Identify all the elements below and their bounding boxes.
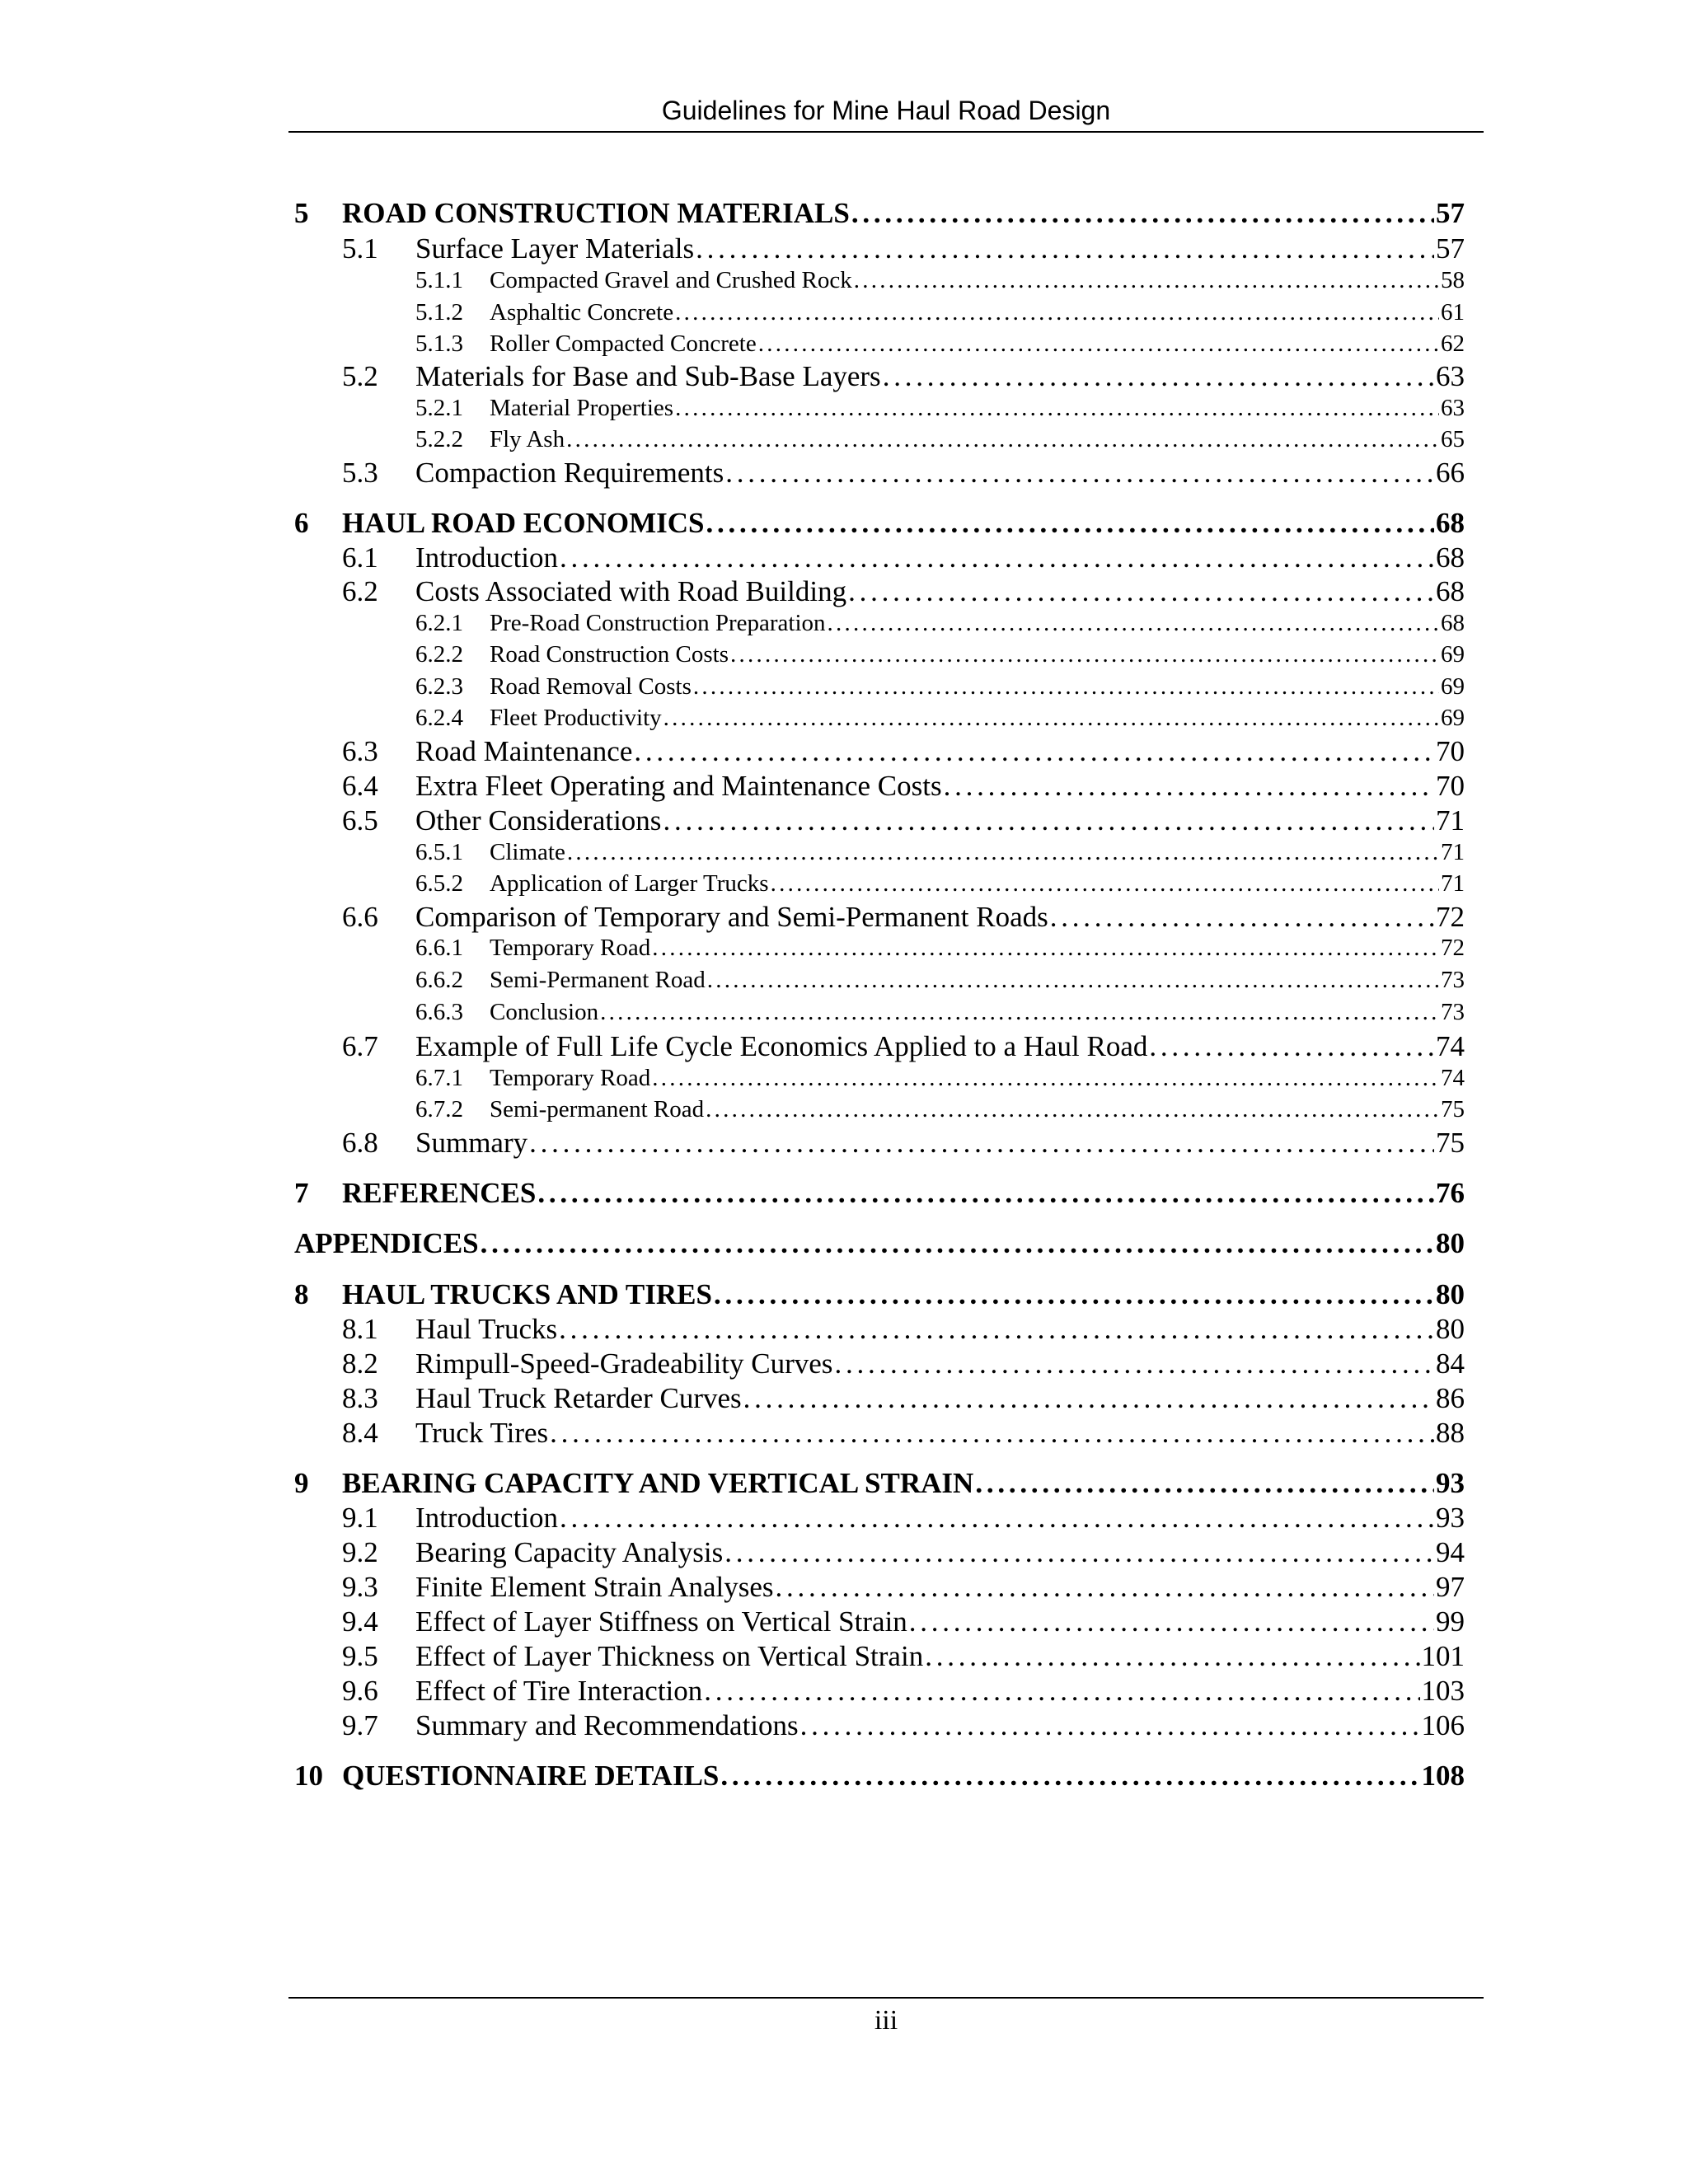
toc-page-number: 101	[1421, 1640, 1465, 1672]
toc-entry-level2[interactable]	[342, 359, 1465, 394]
toc-section-title: Climate	[490, 839, 565, 865]
toc-entry-level1[interactable]	[294, 1277, 1465, 1312]
toc-dot-leader	[663, 702, 1439, 733]
toc-page-number: 108	[1421, 1760, 1465, 1792]
toc-page-number: 71	[1436, 804, 1465, 837]
toc-entry-level1[interactable]	[294, 1226, 1465, 1261]
toc-section-number: 9.1	[342, 1502, 378, 1534]
toc-dot-leader	[693, 671, 1439, 702]
toc-section-number: 5	[294, 197, 309, 229]
toc-section-title: Introduction	[415, 541, 559, 574]
toc-entry-level1[interactable]	[294, 1759, 1465, 1793]
toc-section-title: Road Construction Costs	[490, 641, 729, 668]
toc-entry-level3[interactable]	[415, 868, 1465, 899]
toc-section-number: 6.7	[342, 1030, 378, 1062]
toc-entry-level2[interactable]	[342, 900, 1465, 935]
toc-page-number: 68	[1441, 610, 1465, 636]
toc-section-number: 8.2	[342, 1347, 378, 1380]
toc-section-number: 6.8	[342, 1127, 378, 1159]
toc-page-number: 66	[1436, 457, 1465, 489]
toc-dot-leader	[851, 196, 1434, 231]
running-header: Guidelines for Mine Haul Road Design	[661, 96, 1111, 125]
toc-dot-leader	[944, 769, 1434, 804]
toc-section-number: 6.6.2	[415, 967, 463, 993]
toc-page-number: 63	[1441, 395, 1465, 421]
toc-section-title: HAUL TRUCKS AND TIRES	[342, 1278, 712, 1310]
toc-dot-leader	[1050, 900, 1434, 935]
toc-section-title: Effect of Layer Thickness on Vertical Strain	[415, 1640, 924, 1672]
toc-entry-level2[interactable]	[342, 1674, 1465, 1708]
toc-dot-leader	[776, 1570, 1434, 1605]
toc-section-number: 6.6	[342, 901, 378, 933]
toc-section-number: 10	[294, 1760, 323, 1792]
toc-dot-leader	[675, 297, 1439, 328]
toc-entry-level2[interactable]	[342, 1312, 1465, 1347]
toc-page-number: 80	[1436, 1313, 1465, 1345]
toc-section-number: 6.1	[342, 541, 378, 574]
toc-dot-leader	[675, 392, 1439, 424]
toc-section-number: 6.3	[342, 735, 378, 767]
toc-section-title: Temporary Road	[490, 935, 651, 961]
toc-section-title: Extra Fleet Operating and Maintenance Costs	[415, 770, 942, 802]
toc-entry-level3[interactable]	[415, 671, 1465, 702]
toc-section-number: 5.2.1	[415, 395, 463, 421]
toc-entry-level2[interactable]	[342, 734, 1465, 769]
toc-section-title: Bearing Capacity Analysis	[415, 1536, 724, 1568]
toc-page-number: 74	[1436, 1030, 1465, 1062]
toc-page-number: 69	[1441, 673, 1465, 700]
toc-section-title: ROAD CONSTRUCTION MATERIALS	[342, 197, 850, 229]
toc-section-number: 5.2.2	[415, 426, 463, 452]
toc-section-number: 8	[294, 1278, 309, 1310]
toc-page-number: 63	[1436, 360, 1465, 392]
toc-dot-leader	[975, 1466, 1434, 1501]
toc-page-number: 71	[1441, 839, 1465, 865]
toc-section-number: 5.1.2	[415, 299, 463, 326]
toc-entry-level2[interactable]	[342, 1605, 1465, 1639]
toc-page-number: 70	[1436, 770, 1465, 802]
toc-entry-level3[interactable]	[415, 932, 1465, 963]
toc-section-number: 6.2.2	[415, 641, 463, 668]
toc-section-number: 6.5.1	[415, 839, 463, 865]
toc-page-number: 88	[1436, 1417, 1465, 1449]
toc-dot-leader	[663, 804, 1434, 838]
toc-section-title: BEARING CAPACITY AND VERTICAL STRAIN	[342, 1467, 974, 1499]
toc-section-title: Summary and Recommendations	[415, 1709, 799, 1741]
toc-entry-level2[interactable]	[342, 1501, 1465, 1535]
toc-section-number: 6.2.1	[415, 610, 463, 636]
toc-dot-leader	[529, 1126, 1434, 1160]
toc-entry-level3[interactable]	[415, 837, 1465, 868]
toc-section-title: Compacted Gravel and Crushed Rock	[490, 267, 852, 293]
toc-section-title: Asphaltic Concrete	[490, 299, 674, 326]
toc-entry-level2[interactable]	[342, 1639, 1465, 1674]
toc-entry-level2[interactable]	[342, 574, 1465, 609]
toc-dot-leader	[800, 1708, 1420, 1743]
toc-section-title: Haul Truck Retarder Curves	[415, 1382, 742, 1414]
toc-page-number: 68	[1436, 507, 1465, 539]
toc-dot-leader	[566, 424, 1439, 455]
toc-dot-leader	[652, 1062, 1439, 1094]
toc-page-number: 68	[1436, 541, 1465, 574]
toc-entry-level3[interactable]	[415, 297, 1465, 328]
toc-section-number: 5.1	[342, 232, 378, 265]
toc-section-title: Finite Element Strain Analyses	[415, 1571, 774, 1603]
toc-dot-leader	[834, 1347, 1434, 1381]
toc-page-number: 73	[1441, 999, 1465, 1025]
toc-section-number: 6	[294, 507, 309, 539]
toc-section-title: APPENDICES	[294, 1227, 479, 1259]
toc-dot-leader	[560, 541, 1434, 575]
toc-section-number: 6.7.2	[415, 1096, 463, 1122]
toc-section-number: 9.2	[342, 1536, 378, 1568]
toc-section-title: Effect of Tire Interaction	[415, 1675, 703, 1707]
toc-page-number: 84	[1436, 1347, 1465, 1380]
toc-dot-leader	[481, 1226, 1434, 1261]
toc-dot-leader	[743, 1381, 1434, 1416]
toc-section-number: 9.3	[342, 1571, 378, 1603]
toc-dot-leader	[854, 265, 1439, 296]
toc-dot-leader	[567, 837, 1439, 868]
toc-section-title: Summary	[415, 1127, 528, 1159]
toc-section-title: QUESTIONNAIRE DETAILS	[342, 1760, 720, 1792]
page-number: iii	[874, 2005, 898, 2036]
toc-dot-leader	[883, 359, 1434, 394]
toc-page-number: 61	[1441, 299, 1465, 326]
toc-section-title: Compaction Requirements	[415, 457, 724, 489]
toc-page-number: 80	[1436, 1227, 1465, 1259]
toc-entry-level2[interactable]	[342, 1126, 1465, 1160]
toc-entry-level2[interactable]	[342, 1347, 1465, 1381]
toc-section-title: Semi-Permanent Road	[490, 967, 706, 993]
toc-dot-leader	[560, 1501, 1434, 1535]
toc-dot-leader	[652, 932, 1439, 963]
toc-entry-level3[interactable]	[415, 639, 1465, 670]
toc-dot-leader	[724, 1535, 1434, 1570]
toc-section-title: Road Maintenance	[415, 735, 633, 767]
toc-page-number: 57	[1436, 197, 1465, 229]
toc-page-number: 75	[1436, 1127, 1465, 1159]
toc-page-number: 68	[1436, 575, 1465, 607]
toc-entry-level3[interactable]	[415, 964, 1465, 996]
toc-page-number: 93	[1436, 1502, 1465, 1534]
footer-rule	[288, 1997, 1484, 1999]
toc-dot-leader	[714, 1277, 1434, 1312]
toc-section-title: Example of Full Life Cycle Economics Applied to a Haul Road	[415, 1030, 1148, 1062]
toc-dot-leader	[600, 996, 1439, 1028]
toc-page-number: 65	[1441, 426, 1465, 452]
toc-section-number: 6.6.3	[415, 999, 463, 1025]
toc-entry-level2[interactable]	[342, 1708, 1465, 1743]
toc-dot-leader	[828, 607, 1439, 639]
toc-page-number: 74	[1441, 1065, 1465, 1091]
toc-section-title: Truck Tires	[415, 1417, 549, 1449]
toc-entry-level3[interactable]	[415, 1062, 1465, 1094]
toc-entry-level3[interactable]	[415, 702, 1465, 733]
toc-entry-level3[interactable]	[415, 328, 1465, 359]
toc-section-title: REFERENCES	[342, 1177, 537, 1209]
toc-section-title: Comparison of Temporary and Semi-Permanent Roads	[415, 901, 1048, 933]
toc-section-number: 6.7.1	[415, 1065, 463, 1091]
toc-page-number: 106	[1421, 1709, 1465, 1741]
toc-page-number: 62	[1441, 330, 1465, 357]
toc-entry-level3[interactable]	[415, 607, 1465, 639]
toc-page-number: 103	[1421, 1675, 1465, 1707]
toc-page-number: 99	[1436, 1605, 1465, 1638]
toc-section-title: Fleet Productivity	[490, 705, 662, 731]
toc-dot-leader	[634, 734, 1434, 769]
toc-section-number: 6.2.4	[415, 705, 463, 731]
toc-section-title: Fly Ash	[490, 426, 565, 452]
toc-entry-level2[interactable]	[342, 456, 1465, 490]
toc-section-number: 7	[294, 1177, 309, 1209]
toc-entry-level2[interactable]	[342, 1535, 1465, 1570]
toc-page-number: 97	[1436, 1571, 1465, 1603]
toc-section-number: 9.4	[342, 1605, 378, 1638]
toc-section-number: 9	[294, 1467, 309, 1499]
toc-entry-level2[interactable]	[342, 769, 1465, 804]
toc-entry-level3[interactable]	[415, 424, 1465, 455]
toc-dot-leader	[559, 1312, 1434, 1347]
toc-entry-level3[interactable]	[415, 1094, 1465, 1125]
toc-section-title: Pre-Road Construction Preparation	[490, 610, 826, 636]
toc-section-title: Conclusion	[490, 999, 599, 1025]
toc-section-title: Materials for Base and Sub-Base Layers	[415, 360, 881, 392]
toc-entry-level3[interactable]	[415, 392, 1465, 424]
toc-page-number: 70	[1436, 735, 1465, 767]
toc-section-number: 6.5.2	[415, 870, 463, 897]
toc-entry-level2[interactable]	[342, 804, 1465, 838]
toc-section-number: 6.6.1	[415, 935, 463, 961]
toc-dot-leader	[720, 1759, 1419, 1793]
toc-section-title: Effect of Layer Stiffness on Vertical Strain	[415, 1605, 907, 1638]
toc-section-number: 9.5	[342, 1640, 378, 1672]
toc-section-title: Introduction	[415, 1502, 559, 1534]
toc-page-number: 93	[1436, 1467, 1465, 1499]
toc-dot-leader	[758, 328, 1439, 359]
toc-section-number: 8.1	[342, 1313, 378, 1345]
toc-section-title: Application of Larger Trucks	[490, 870, 769, 897]
toc-section-number: 6.4	[342, 770, 378, 802]
toc-section-number: 8.3	[342, 1382, 378, 1414]
toc-page-number: 75	[1441, 1096, 1465, 1122]
toc-section-title: Costs Associated with Road Building	[415, 575, 847, 607]
toc-page-number: 80	[1436, 1278, 1465, 1310]
toc-dot-leader	[771, 868, 1439, 899]
toc-entry-level1[interactable]	[294, 196, 1465, 231]
toc-dot-leader	[909, 1605, 1434, 1639]
toc-section-number: 5.1.3	[415, 330, 463, 357]
toc-dot-leader	[550, 1416, 1434, 1451]
toc-section-title: Surface Layer Materials	[415, 232, 695, 265]
toc-dot-leader	[704, 1674, 1419, 1708]
toc-entry-level1[interactable]	[294, 1466, 1465, 1501]
toc-page-number: 76	[1436, 1177, 1465, 1209]
toc-section-number: 6.2.3	[415, 673, 463, 700]
toc-dot-leader	[1149, 1029, 1434, 1064]
toc-section-number: 9.7	[342, 1709, 378, 1741]
toc-section-number: 8.4	[342, 1417, 378, 1449]
toc-dot-leader	[707, 964, 1439, 996]
toc-entry-level2[interactable]	[342, 1029, 1465, 1064]
toc-entry-level1[interactable]	[294, 1176, 1465, 1211]
toc-dot-leader	[848, 574, 1434, 609]
toc-section-title: Rimpull-Speed-Gradeability Curves	[415, 1347, 833, 1380]
toc-section-number: 5.1.1	[415, 267, 463, 293]
toc-section-number: 9.6	[342, 1675, 378, 1707]
toc-page-number: 73	[1441, 967, 1465, 993]
toc-entry-level2[interactable]	[342, 232, 1465, 266]
toc-dot-leader	[725, 456, 1434, 490]
toc-section-title: HAUL ROAD ECONOMICS	[342, 507, 705, 539]
toc-dot-leader	[706, 1094, 1439, 1125]
toc-page-number: 72	[1441, 935, 1465, 961]
toc-section-number: 5.3	[342, 457, 378, 489]
toc-section-number: 5.2	[342, 360, 378, 392]
toc-entry-level2[interactable]	[342, 1570, 1465, 1605]
toc-section-number: 6.2	[342, 575, 378, 607]
toc-page-number: 94	[1436, 1536, 1465, 1568]
toc-page-number: 58	[1441, 267, 1465, 293]
toc-page-number: 71	[1441, 870, 1465, 897]
toc-entry-level1[interactable]	[294, 506, 1465, 541]
toc-dot-leader	[706, 506, 1434, 541]
toc-entry-level2[interactable]	[342, 1416, 1465, 1451]
toc-section-title: Haul Trucks	[415, 1313, 558, 1345]
toc-dot-leader	[925, 1639, 1419, 1674]
toc-page-number: 86	[1436, 1382, 1465, 1414]
toc-section-number: 6.5	[342, 804, 378, 837]
toc-page-number: 57	[1436, 232, 1465, 265]
toc-dot-leader	[730, 639, 1439, 670]
toc-section-title: Road Removal Costs	[490, 673, 692, 700]
toc-entry-level2[interactable]	[342, 541, 1465, 575]
toc-dot-leader	[537, 1176, 1434, 1211]
toc-page-number: 69	[1441, 641, 1465, 668]
toc-section-title: Material Properties	[490, 395, 674, 421]
toc-entry-level2[interactable]	[342, 1381, 1465, 1416]
toc-page-number: 72	[1436, 901, 1465, 933]
toc-entry-level3[interactable]	[415, 265, 1465, 296]
toc-page-number: 69	[1441, 705, 1465, 731]
toc-section-title: Semi-permanent Road	[490, 1096, 705, 1122]
toc-dot-leader	[696, 232, 1434, 266]
toc-section-title: Temporary Road	[490, 1065, 651, 1091]
toc-section-title: Other Considerations	[415, 804, 662, 837]
toc-entry-level3[interactable]	[415, 996, 1465, 1028]
toc-section-title: Roller Compacted Concrete	[490, 330, 757, 357]
